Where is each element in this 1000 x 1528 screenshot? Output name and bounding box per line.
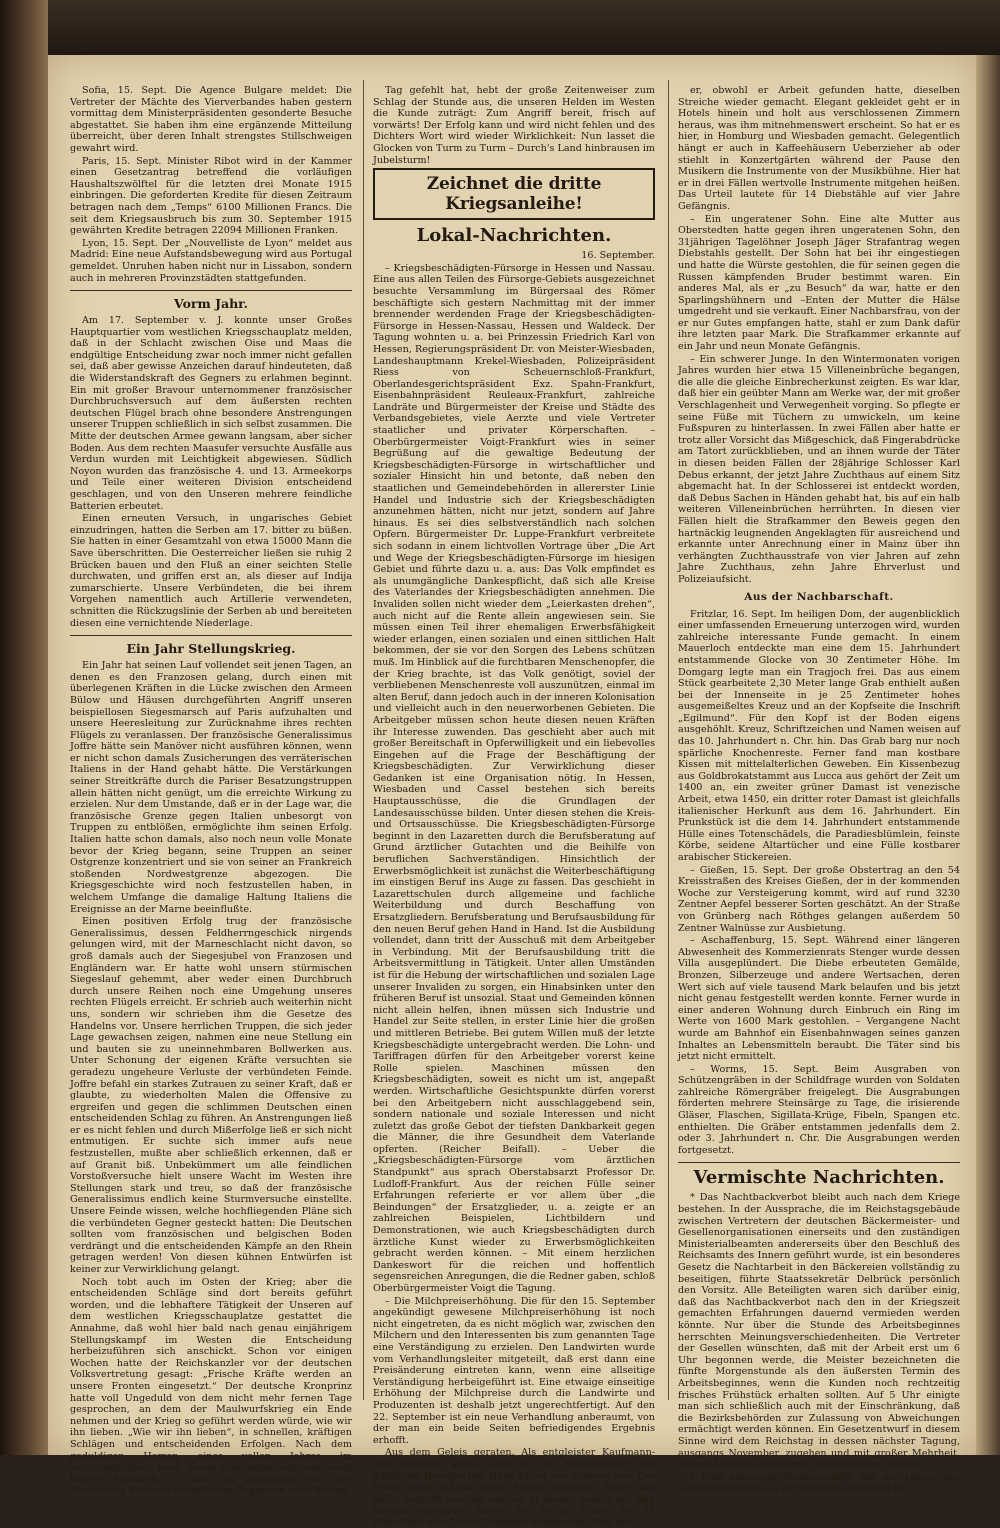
heading-vermischte: Vermischte Nachrichten. xyxy=(693,1167,945,1189)
column-3 xyxy=(678,85,960,1495)
dateline: 16. September. xyxy=(581,250,655,262)
heading-vorm-jahr: Vorm Jahr. xyxy=(174,296,248,312)
article-vorm-jahr-1: Am 17. September v. J. konnte unser Großes Hauptquartier vom westlichen Kriegsschauplatz melden, daß in der Schlacht zwischen Oise und Maas die endgültige Entscheidung zwar noch immer nicht gefallen sei, daß aber gewisse Anzeichen darauf hindeuteten, daß die Widerstandskraft des Gegners zu erlahmen beginnt. Ein mit großer Bravour unternommener französischer Durchbruchsversuch auf dem äußersten rechten deutschen Flügel brach ohne besondere Anstrengungen unserer Truppen schließlich in sich selbst zusammen. Die Mitte der deutschen Armee gewann langsam, aber sicher Boden. Aus dem rechten Maasufer versuchte Ausfälle aus Verdun wurden mit Leichtigkeit abgewiesen. Südlich Noyon wurden das französische 4. und 13. Armeekorps und Teile einer weiteren Division entscheidend geschlagen, und von den Unseren mehrere feindliche Batterien erbeutet. xyxy=(70,315,352,512)
section-divider xyxy=(70,635,352,636)
column-rule-1 xyxy=(363,80,364,1400)
article-aschaffenburg: – Aschaffenburg, 15. Sept. Während einer längeren Abwesenheit des Kommerzienrats Stenger wurde dessen Villa ausgeplündert. Die Diebe erbeuteten Gemälde, Bronzen, Silberzeuge und andere Wertsachen, deren Wert sich auf viele tausend Mark belaufen und bis jetzt nicht genau festgestellt werden konnte. Ferner wurde in einer anderen Wohnung durch Einbruch ein Ring im Werte von 1600 Mark gestohlen. – Vergangene Nacht wurde am Bahnhof ein Eisenbahnwagen seines ganzen Inhaltes an Lebensmitteln beraubt. Die Täter sind bis jetzt nicht ermittelt. xyxy=(678,935,960,1063)
article-nachtbackverbot: * Das Nachtbackverbot bleibt auch nach dem Kriege bestehen. In der Aussprache, die im Reichstagsgebäude zwischen Vertretern der deutschen Bäckermeister- und Gesellenorganisationen einerseits und den zuständigen Ministerialbeamten andererseits über den Beschluß des Reichsamts des Innern geführt wurde, ist ein besonderes Gesetz die Nachtarbeit in den Bäckereien vollständig zu beseitigen, führte Staatssekretär Delbrück persönlich den Vorsitz. Alle Beteiligten waren sich darüber einig, daß das Nachtbackverbot nach den in der Kriegszeit gemachten Erfahrungen dauernd vermieden werden könnte. Nur über die Stunde des Arbeitsbeginnes herrschten Meinungsverschiedenheiten. Die Vertreter der Gesellen wünschten, daß mit der Arbeit erst um 6 Uhr begonnen werde, die Meister bezeichneten die fünfte Morgenstunde als den äußersten Termin des Arbeitsbeginnes, wenn die Kunden noch rechtzeitig frisches Frühstück erhalten sollten. Auf 5 Uhr einigte man sich schließlich auch mit der Einschränkung, daß die Bezirksbehörden zur Zulassung von Abweichungen ermächtigt werden können. Ein Gesetzentwurf in diesem Sinne wird dem Reichstag in dessen nächster Tagung, ausgangs November, zugehen und mit großer Mehrheit, wahrscheinlich einstimmig, angenommen werden. xyxy=(678,1192,960,1471)
newspaper-page xyxy=(48,55,976,1528)
article-schwerer-junge: – Ein schwerer Junge. In den Wintermonaten vorigen Jahres wurden hier etwa 15 Villeneinbrüche begangen, die alle die gleiche Einbrecherkunst zeigten. Es war klar, daß hier ein geübter Mann am Werke war, der mit großer Verschlagenheit und Verwegenheit vorging. So pflegte er seine Füße mit Tüchern zu umwickeln, um keine Fußspuren zu hinterlassen. In zwei Fällen aber hatte er trotz aller Vorsicht das Mißgeschick, daß Fingerabdrücke am Tatort zurückblieben, und an ihnen wurde der Täter in diesen beiden Fällen der 28jährige Schlosser Karl Debus erkannt, der jetzt Jahre Zuchthaus auf einem Sitz abgemacht hat. In der Schlosserei ist entdeckt worden, daß Debus Sachen in Händen gehabt hat, bis auf ein halb weiteren Villeneinbrüchen herrührten. In diesen vier Fällen hielt die Strafkammer den Beweis gegen den hartnäckig leugnenden Angeklagten für ausreichend und erkannte unter Anrechnung einer in Mainz über ihn verhängten Zuchthausstrafe von vier Jahren auf zehn Jahre Zuchthaus, zehn Jahre Ehrverlust und Polizeiaufsicht. xyxy=(678,353,960,585)
article-paris: Paris, 15. Sept. Minister Ribot wird in der Kammer einen Gesetzantrag betreffend die vorläufigen Haushaltszwölftel für die letzten drei Monate 1915 einbringen. Die geforderten Kredite für diesen Zeitraum betragen nach dem „Temps“ 6100 Millionen Francs. Die seit dem Kriegsausbruch bis zum 30. September 1915 gewährten Kredite betragen 22094 Millionen Franken. xyxy=(70,155,352,237)
article-worms: – Worms, 15. Sept. Beim Ausgraben von Schützengräben in der Schildfrage wurden von Soldaten zahlreiche Römergräber freigelegt. Die Ausgrabungen förderten mehrere Steinsärge zu Tage, die irisierende Gläser, Flaschen, Sigillata-Krüge, Fibeln, Spangen etc. enthielten. Die Gräber entstammen jedenfalls dem 2. oder 3. Jahrhundert n. Chr. Die Ausgrabungen werden fortgesetzt. xyxy=(678,1063,960,1156)
article-stellungskrieg-3: Noch tobt auch im Osten der Krieg; aber die entscheidenden Schläge sind dort bereits geführt worden, und die lebhaftere Tätigkeit der Unseren auf dem westlichen Kriegsschauplatze gestattet die Annahme, daß wohl hier bald nach genau einjährigem Stellungskampf im Westen die Entscheidung herbeizuführen sich anschickt. Schon vor einigen Wochen hatte der Reichskanzler vor der deutschen Volksvertretung gesagt: „Frische Kräfte werden an unsere Fronten eingesetzt.“ Der deutsche Kronprinz hatte voll Ungeduld von dem nicht mehr fernen Tage gesprochen, an dem der Maulwurfskrieg ein Ende nehmen und der Krieg so geführt werden würde, wie wir ihn lieben. „Wie wir ihn lieben“, in schnellen, kräftigen Schlägen und entscheidenden Erfolgen. Nach dem geduldigen Harren eines vollen Jahres im Schützengraben, nach einem Stellungskriege von zwölf langen Monaten, in dem an Strapazen und der Bewährung höchster soldatischer Tugenden auch keinen xyxy=(70,1276,352,1497)
heading-stellungskrieg: Ein Jahr Stellungskrieg. xyxy=(126,641,296,657)
article-continuation: Tag gefehlt hat, hebt der große Zeitenweiser zum Schlag der Stunde aus, die unseren Helden im Westen die Kunde zuträgt: Zum Angriff bereit, frisch auf vorwärts! Der Erfolg kann und wird nicht fehlen und des Dichters Wort wird wieder Wirklichkeit: Nun lasset die Glocken von Turm zu Turm – Durch's Land hinbrausen im Jubelsturm! xyxy=(373,85,655,166)
book-spine xyxy=(0,0,48,1455)
article-blindenschrift: * Eine neuartige Blindenschrift, die ein Lehrer der Goldschmiedeschule in Pforzheim erfunden hat, xyxy=(678,1471,960,1495)
section-divider xyxy=(70,290,352,291)
article-vorm-jahr-2: Einen erneuten Versuch, in ungarisches Gebiet einzudringen, hatten die Serben am 17. bitter zu büßen. Sie hatten in einer Gesamtzahl von etwa 15000 Mann die Save überschritten. Die Oesterreicher ließen sie ruhig 2 Brücken bauen und den Fluß an einer seichten Stelle durchwaten, und griffen erst an, als dieser auf Indija zumarschierte. Unsere Verbündeten, die bei ihrem Vorgehen namentlich auch Artillerie verwendeten, schnitten die Rückzugslinie der Serben ab und bereiteten diesen eine vernichtende Niederlage. xyxy=(70,513,352,629)
column-1 xyxy=(70,85,352,1497)
article-kriegsbeschaedigten: – Kriegsbeschädigten-Fürsorge in Hessen und Nassau. Eine aus allen Teilen des Fürsorge-Gebiets ausgezeichnet besuchte Versammlung im Bürgersaal des Römer beschäftigte sich gestern Nachmittag mit der immer brennender werdenden Frage der Kriegsbeschädigten-Fürsorge in Hessen-Nassau, Hessen und Waldeck. Der Tagung wohnten u. a. bei Prinzessin Friedrich Karl von Hessen, Regierungspräsident Dr. von Meister-Wiesbaden, Landeshauptmann Krekel-Wiesbaden, Polizeipräsident Riess von Scheuernschloß-Frankfurt, Oberlandesgerichtspräsident Exz. Spahn-Frankfurt, Eisenbahnpräsident Reuleaux-Frankfurt, zahlreiche Landräte und Bürgermeister der Kreise und Städte des Verbandsgebietes, viele Aerzte und viele Vertreter staatlicher und privater Körperschaften. – Oberbürgermeister Voigt-Frankfurt wies in seiner Begrüßung auf die gewaltige Bedeutung der Kriegsbeschädigten-Fürsorge in wirtschaftlicher und sozialer Hinsicht hin und betonte, daß neben den staatlichen und Gemeindebehörden in allererster Linie Handel und Industrie sich der Kriegsbeschädigten anzunehmen hätten, nicht nur jetzt, sondern auf Jahre hinaus. Es sei dies selbstverständlich nach solchen Opfern. Bürgermeister Dr. Luppe-Frankfurt verbreitete sich sodann in einem lichtvollen Vortrage über „Die Art und Wege der Kriegsbeschädigten-Fürsorge im hiesigen Gebiet und führte dazu u. a. aus: Das Volk empfindet es als unumgängliche Dankespflicht, daß sich alle Kreise des Vaterlandes der Kriegsbeschädigten annehmen. Die Invaliden sollen nicht wieder dem „Leierkasten drehen“, auch nicht auf die Rente allein angewiesen sein. Sie müssen einen Teil ihrer ehemaligen Erwerbsfähigkeit wieder erlangen, einen sozialen und einen sittlichen Halt bekommen, der sie vor den Sorgen des Lebens schützen muß. Im Hinblick auf die furchtbaren Menschenopfer, die der Krieg brachte, ist das Volk genötigt, soviel der verbliebenen Menschenreste voll auszunützen, einmal im alten Beruf, dann jedoch auch in der inneren Kolonisation und vielleicht auch in den neuerworbenen Gebieten. Die Arbeitgeber müssen schon heute diesen neuen Kräften ihr Interesse zuwenden. Das geschieht aber auch mit großer Bereitschaft in Opferwilligkeit und ein liebevolles Eingehen auf die Frage der Beschäftigung der Kriegsbeschädigten. Zur Verwirklichung dieser Gedanken ist eine Organisation nötig. In Hessen, Wiesbaden und Cassel bestehen sich bereits Hauptausschüsse, die die Grundlagen der Landesausschüsse bilden. Unter diesen stehen die Kreis- und Ortsausschüsse. Die Kriegsbeschädigten-Fürsorge beginnt in den Lazaretten durch die Berufsberatung auf Grund ärztlicher Gutachten und die Beihilfe von beruflichen Sachverständigen. Hinsichtlich der Erwerbsmöglichkeit ist zunächst die Weiterbeschäftigung im einstigen Beruf ins Auge zu fassen. Das geschieht in Lazarettschulen durch allgemeine und fachliche Weiterbildung und durch Beschaffung von Ersatzgliedern. Berufsberatung und Berufsausbildung für den neuen Beruf gehen Hand in Hand. Ist die Ausbildung vollendet, dann tritt der Ausschuß mit dem Arbeitgeber in Verbindung. Mit der Berufsausbildung tritt die Arbeitsvermittlung in Tätigkeit. Unter allen Umständen ist für die Hebung der wirtschaftlichen und sozialen Lage unserer Invaliden zu sorgen, ein Hinabsinken unter den früheren Beruf ist unsozial. Staat und Gemeinden können nicht allein helfen, ihnen müssen sich Industrie und Handel zur Seite stellen, in erster Linie hier die großen und mittleren Betriebe. Bei gutem Willen muß der letzte Kriegsbeschädigte untergebracht werden. Die Lohn- und Tariffragen dürfen für den Arbeitgeber vorerst keine Rolle spielen. Maschinen müssen den Kriegsbeschädigten, soweit es nicht um ist, angepaßt werden. Wirtschaftliche Gesichtspunkte dürfen vorerst bei den Arbeitgebern nicht ausschlaggebend sein, sondern nationale und soziale Interessen und nicht zuletzt das große Gebot der tiefsten Dankbarkeit gegen die Männer, die ihre Gesundheit dem Vaterlande opferten. (Reicher Beifall). – Ueber die „Kriegsbeschädigten-Fürsorge vom ärztlichen Standpunkt“ aus sprach Oberstabsarzt Professor Dr. Ludloff-Frankfurt. Aus der reichen Fülle seiner Erfahrungen referierte er vor allem über „die Beindungen“ der Ersatzglieder, u. a. zeigte er an zahlreichen Beispielen, Lichtbildern und Demonstrationen, wie auch Kriegsbeschädigten durch ärztliche Kunst wieder zu Erwerbsmöglichkeiten gebracht werden können. – Mit einem herzlichen Dankeswort für die reichen und hoffentlich segensreichen Anregungen, die die Redner gaben, schloß Oberbürgermeister Voigt die Tagung. xyxy=(373,262,655,1294)
heading-nachbarschaft: Aus der Nachbarschaft. xyxy=(744,590,894,603)
article-stellungskrieg-2: Einen positiven Erfolg trug der französische Generalissimus, dessen Feldherrngeschick nirgends gelungen wird, mit der Marneschlacht nicht davon, so groß damals auch der Siegesjubel von Franzosen und Engländern war. Er hatte wohl unsern stürmischen Siegeslauf gehemmt, aber weder einen Durchbruch durch unsere Reihen noch eine Umgehung unseres rechten Flügels erreicht. Er schrieb auch weiterhin nicht uns, sondern wir schrieben ihm die Gesetze des Handelns vor. Unsere herrlichen Truppen, die sich jeder Lage gewachsen zeigen, nahmen eine neue Stellung ein und bauten sie zu uneinnehmbaren Bollwerken aus. Unter Schonung der eigenen Kräfte versuchten sie geradezu ungeheure Verluste der verbündeten Feinde. Joffre befahl ein starkes Zutrauen zu seiner Kraft, daß er glaubte, zu wiederholten Malen die Offensive zu ergreifen und gegen die schlimmen Deutschen einen entscheidenden Schlag zu führen. An Anstrengungen ließ er es nicht fehlen und durch Mißerfolge ließ er sich nicht entmutigen. Er suchte sich immer aufs neue festzustellen, mußte aber schließlich erkennen, daß er auf Granit biß. Unbekümmert um alle feindlichen Vorstoßversuche hielt unsere Wacht im Westen ihre Stellungen stark und treu, so daß der französische Generalissimus endlich keine Sturmversuche einstellte. Unsere Feinde wissen, welche hochfliegenden Pläne sich die verbündeten Gegner gesteckt hatten: Die Deutschen sollten vom französischen und belgischen Boden verdrängt und die entscheidenden Kämpfe an den Rhein getragen werden! Von diesen kühnen Entwürfen ist keiner zur Verwirklichung gelangt. xyxy=(70,916,352,1275)
page-top-shadow xyxy=(48,0,1000,55)
article-hoteldieb: er, obwohl er Arbeit gefunden hatte, dieselben Streiche wieder gemacht. Elegant gekleidet geht er in Hotels hinein und holt aus verschlossenen Zimmern heraus, was ihm mitnehmenswert erscheint. So hat er es hier, in Homburg und Wiesbaden gemacht. Gelegentlich hängt er auch in Kaffeehäusern Ueberzieher ab oder stiehlt in Konzertgärten während der Pause den Musikern die Instrumente von der Musikbühne. Hier hat er in drei Fällen wertvolle Instrumente mitgehen heißen. Das Urteil lautete für 14 Diebstähle auf vier Jahre Gefängnis. xyxy=(678,85,960,212)
article-stellungskrieg-1: Ein Jahr hat seinen Lauf vollendet seit jenen Tagen, an denen es den Franzosen gelang, durch einen mit überlegenen Kräften in die Lücke zwischen den Armeen Bülow und Häusen durchgeführten Angriff unseren beispiellosen Siegesmarsch auf Paris aufzuhalten und unsere Heeresleitung zur Zurücknahme ihres rechten Flügels zu veranlassen. Der französische Generalissimus Joffre hätte sein Manöver nicht ausführen können, wenn er nicht schon damals Zusicherungen des verräterischen Italiens in der Hand gehabt hätte. Die Verstärkungen seiner Streitkräfte durch die Pariser Besatzungstruppen allein hätten nicht genügt, um die erreichte Wirkung zu erzielen. Nur dem Umstande, daß er in der Lage war, die französische Grenze gegen Italien unbesorgt von Truppen zu entblößen, ermöglichte ihm seinen Erfolg. Italien hatte schon damals, also noch neun volle Monate bevor der Krieg begann, seine Truppen an seiner Ostgrenze konzentriert und sie von seiner an Frankreich stoßenden Nordwestgrenze abgezogen. Die Kriegsgeschichte wird noch festzustellen haben, in welchem Umfange die damalige Haltung Italiens die Ereignisse an der Marne beeinflußte. xyxy=(70,660,352,915)
article-fritzlar: Fritzlar, 16. Sept. Im heiligen Dom, der augenblicklich einer umfassenden Erneuerung unterzogen wird, wurden zahlreiche interessante Funde gemacht. In einem Mauerloch entdeckte man eine dem 15. Jahrhundert entstammende Glocke von 30 Zentimeter Höhe. Im Domgarg legte man ein Tragjoch frei. Das aus einem Stück gearbeitete 2,30 Meter lange Grab enthielt außen bei der Innenseite in je 25 Zentimeter hohes ausgemeißeltes Kreuz und an der Kopfseite die Inschrift „Egilmund“. Für den Kopf ist der Boden eigens ausgehöhlt. Kreuz, Schriftzeichen und Namen weisen auf das 10. Jahrhundert n. Chr. hin. Das Grab barg nur noch spärliche Knochenreste. Ferner fand man kostbare Kissen mit mittelalterlichen Geweben. Ein Kissenbezug aus Goldbrokatstammt aus Lucca aus gehört der Zeit um 1400 an, ein zweiter grüner Damast ist venezische Arbeit, etwa 1450, ein dritter roter Damast ist gleichfalls italienischer Herkunft aus dem 16. Jahrhundert. Ein Prunkstück ist die dem 14. Jahrhundert entstammende Hülle eines Totenschädels, die Paradiesblümlein, feinste Körbe, seidene Altartücher und eine Fülle kostbarer arabischer Stickereien. xyxy=(678,608,960,863)
article-giessen: – Gießen, 15. Sept. Der große Obstertrag an den 54 Kreisstraßen des Kreises Gießen, der in der kommenden Woche zur Versteigerung kommt, wird auf rund 3230 Zentner Aepfel besserer Sorten geschätzt. An der Straße von Grünberg nach Röthges gelangen außerdem 50 Zentner Walnüsse zur Ausbietung. xyxy=(678,864,960,934)
section-divider xyxy=(678,1162,960,1163)
column-2 xyxy=(373,85,655,1528)
article-geleis: Aus dem Geleis geraten. Als entgleister Kaufmann- und Sekretär stellte sich an der Strafkammer der 29jährige Hotelportier Hans Engel aus Giessen vor. Der Mann hatte einmal lange Finger gemacht, hatte und dafür bestraft worden war, ist er immer weiter mit ihm bergab gegangen. Zuletzt hat er als Sühne für 24 Diebstähle vier Jahre Gefängnis abgemacht. Nun hat xyxy=(373,1447,655,1528)
article-milchpreis: – Die Milchpreiserhöhung. Die für den 15. September angekündigt gewesene Milchpreiserhöhung ist noch nicht eingetreten, da es nicht möglich war, zwischen den Milchern und den Interessenten bis zum genannten Tage eine Verständigung zu erzielen. Den Landwirten wurde vom Verhandlungsleiter mitgeteilt, daß erst dann eine Preisänderung eintreten kann, wenn eine allseitige Verständigung herbeigeführt ist. Eine etwaige einseitige Erhöhung der Milchpreise durch die Landwirte und Produzenten ist deshalb jetzt ungerechtfertigt. Auf den 22. September ist ein neue Verhandlung anberaumt, von der man ein beide Seiten befriedigendes Ergebnis erhofft. xyxy=(373,1295,655,1446)
article-lyon: Lyon, 15. Sept. Der „Nouvelliste de Lyon“ meldet aus Madrid: Eine neue Aufstandsbewegung wird aus Portugal gemeldet. Unruhen haben nicht nur in Lissabon, sondern auch in mehreren Provinzstädten stattgefunden. xyxy=(70,237,352,284)
article-ungeratener-sohn: – Ein ungeratener Sohn. Eine alte Mutter aus Oberstedten hatte gegen ihren ungeratenen Sohn, den 31jährigen Tagelöhner Joseph Jäger Strafantrag wegen Diebstahls gestellt. Der Sohn hat bei ihr eingestiegen und hatte die Würste gestohlen, die für seinen gegen die Russen kämpfenden Bruder bestimmt waren. Ein anderes Mal, als er „zu Besuch“ da war, hatte er den Sparlingshühnern und –Enten der Mutter die Hälse umgedreht und sie verkauft. Einer Nachbarsfrau, von der er nur Gutes empfangen hatte, stahl er zum Dank dafür ihre letzten paar Mark. Die Strafkammer erkannte auf ein Jahr und neun Monate Gefängnis. xyxy=(678,213,960,353)
page-edge xyxy=(976,55,1000,1455)
article-sofia: Sofia, 15. Sept. Die Agence Bulgare meldet: Die Vertreter der Mächte des Vierverbandes haben gestern vormittag dem Ministerpräsidenten gesonderte Besuche abgestattet. Sie haben ihm eine ergänzende Mitteilung überreicht, über deren Inhalt strengstes Stillschweigen gewahrt wird. xyxy=(70,85,352,154)
column-rule-2 xyxy=(668,80,669,1400)
war-bond-banner: Zeichnet die dritte Kriegsanleihe! xyxy=(373,168,655,220)
heading-lokal-nachrichten: Lokal-Nachrichten. xyxy=(416,225,612,247)
